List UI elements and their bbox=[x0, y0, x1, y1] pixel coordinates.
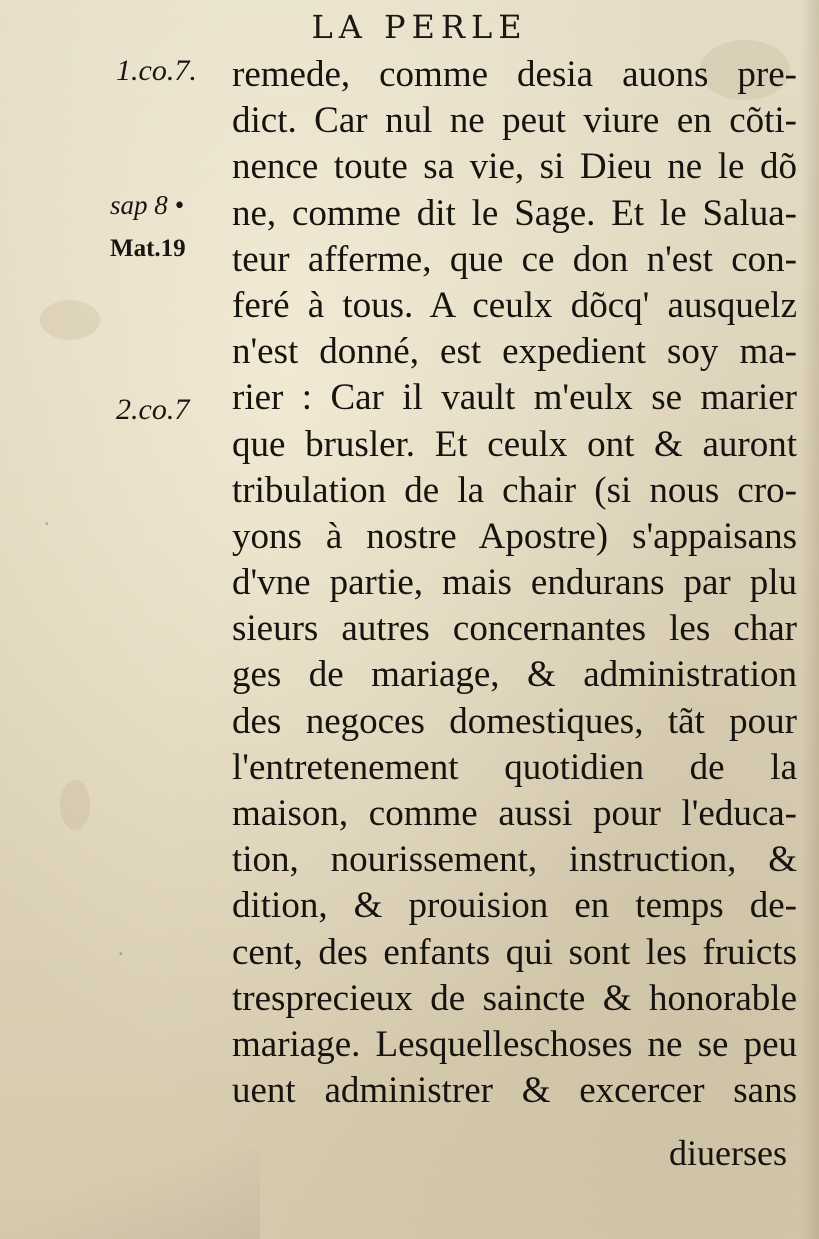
text-line: mariage. Lesquelleschoses ne se peu bbox=[232, 1023, 797, 1065]
body-text bbox=[232, 52, 797, 1114]
text-line: teur afferme, que ce don n'est con- bbox=[232, 238, 797, 280]
marginal-note: 2.co.7 bbox=[116, 393, 190, 426]
marginal-note: Mat.19 bbox=[110, 235, 186, 262]
text-line: dition, & prouision en temps de- bbox=[232, 885, 797, 927]
foxing-spot bbox=[60, 780, 90, 830]
marginal-note: 1.co.7. bbox=[116, 54, 197, 87]
text-line: feré à tous. A ceulx dõcq' ausquelz bbox=[232, 284, 797, 326]
text-line: l'entretenement quotidien de la bbox=[232, 746, 797, 788]
text-line: ne, comme dit le Sage. Et le Salua- bbox=[232, 192, 797, 234]
text-line: tion, nourissement, instruction, & bbox=[232, 839, 797, 881]
text-line: uent administrer & excercer sans bbox=[232, 1070, 797, 1112]
text-line: sieurs autres concernantes les char bbox=[232, 608, 797, 650]
text-line: n'est donné, est expedient soy ma- bbox=[232, 331, 797, 373]
text-line: tresprecieux de saincte & honorable bbox=[232, 977, 797, 1019]
text-line: des negoces domestiques, tãt pour bbox=[232, 700, 797, 742]
faint-bleed-mark: . bbox=[118, 935, 124, 960]
page-edge-shadow bbox=[801, 0, 819, 1239]
foxing-spot bbox=[40, 300, 100, 340]
text-line: remede, comme desia auons pre- bbox=[232, 54, 797, 95]
text-line: tribulation de la chair (si nous cro- bbox=[232, 469, 797, 511]
text-line: dict. Car nul ne peut viure en cõti- bbox=[232, 100, 797, 142]
text-line: nence toute sa vie, si Dieu ne le dõ bbox=[232, 146, 797, 188]
text-line: yons à nostre Apostre) s'appaisans bbox=[232, 515, 797, 557]
marginal-note: sap 8 • bbox=[110, 190, 184, 220]
running-head bbox=[0, 8, 819, 46]
catchword: diuerses bbox=[669, 1133, 787, 1173]
running-head-text: LA PERLE bbox=[311, 8, 528, 46]
text-line: que brusler. Et ceulx ont & auront bbox=[232, 423, 797, 465]
text-line: ges de mariage, & administration bbox=[232, 654, 797, 696]
text-line: rier : Car il vault m'eulx se marier bbox=[232, 377, 797, 419]
text-line: cent, des enfants qui sont les fruicts bbox=[232, 931, 797, 973]
faint-bleed-mark: . bbox=[44, 505, 50, 530]
text-line: maison, comme aussi pour l'educa- bbox=[232, 793, 797, 834]
text-line: d'vne partie, mais endurans par plu bbox=[232, 562, 797, 604]
